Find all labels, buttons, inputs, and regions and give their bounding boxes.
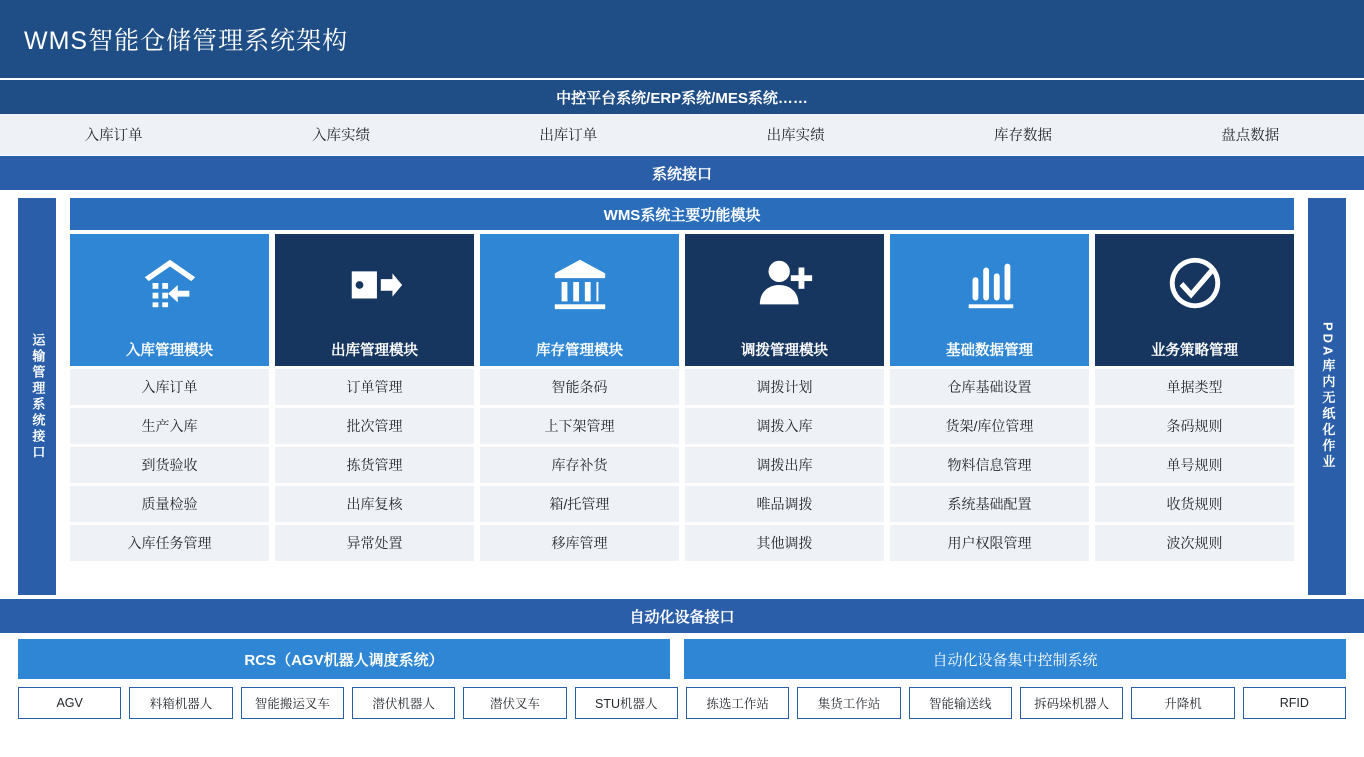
module-transfer-item-0[interactable]: 调拨计划 bbox=[685, 369, 884, 405]
module-basic-data[interactable] bbox=[890, 234, 1089, 595]
page-header bbox=[0, 0, 1364, 78]
architecture-body bbox=[0, 190, 1364, 599]
warehouse-inbound-icon bbox=[70, 234, 269, 332]
data-exchange-row bbox=[0, 114, 1364, 156]
automation-section bbox=[0, 639, 1364, 719]
module-transfer-title: 调拨管理模块 bbox=[685, 332, 884, 366]
module-inventory-item-3[interactable]: 箱/托管理 bbox=[480, 486, 679, 522]
module-transfer-item-2[interactable]: 调拨出库 bbox=[685, 447, 884, 483]
module-inventory[interactable] bbox=[480, 234, 679, 595]
data-cell-inbound-result: 入库实绩 bbox=[311, 128, 370, 144]
module-basic-data-item-4[interactable]: 用户权限管理 bbox=[890, 525, 1089, 561]
module-inventory-item-4[interactable]: 移库管理 bbox=[480, 525, 679, 561]
module-transfer-item-4[interactable]: 其他调拨 bbox=[685, 525, 884, 561]
equipment-chip-pick-station[interactable]: 拣选工作站 bbox=[686, 687, 789, 719]
page-title: WMS智能仓储管理系统架构 bbox=[24, 27, 349, 55]
equipment-chip-smart-forklift[interactable]: 智能搬运叉车 bbox=[241, 687, 344, 719]
equipment-chip-row bbox=[18, 687, 1346, 719]
equipment-chip-palletizing-robot[interactable]: 拆码垛机器人 bbox=[1020, 687, 1123, 719]
module-outbound-item-4[interactable]: 异常处置 bbox=[275, 525, 474, 561]
automation-interface-bar: 自动化设备接口 bbox=[0, 599, 1364, 633]
equipment-chip-consolidation-station[interactable]: 集货工作站 bbox=[797, 687, 900, 719]
module-inventory-item-1[interactable]: 上下架管理 bbox=[480, 408, 679, 444]
data-cell-outbound-order: 出库订单 bbox=[539, 128, 598, 144]
module-inbound-item-2[interactable]: 到货验收 bbox=[70, 447, 269, 483]
module-inbound-item-3[interactable]: 质量检验 bbox=[70, 486, 269, 522]
module-outbound-item-2[interactable]: 拣货管理 bbox=[275, 447, 474, 483]
module-outbound-item-0[interactable]: 订单管理 bbox=[275, 369, 474, 405]
module-transfer-item-3[interactable]: 唯品调拨 bbox=[685, 486, 884, 522]
rcs-system-box[interactable]: RCS（AGV机器人调度系统） bbox=[18, 639, 670, 679]
module-business-strategy-item-0[interactable]: 单据类型 bbox=[1095, 369, 1294, 405]
equipment-chip-bin-robot[interactable]: 料箱机器人 bbox=[129, 687, 232, 719]
equipment-chip-latent-forklift[interactable]: 潜伏叉车 bbox=[463, 687, 566, 719]
user-add-icon bbox=[685, 234, 884, 332]
module-inventory-item-0[interactable]: 智能条码 bbox=[480, 369, 679, 405]
pda-paperless-column: PDA库内无纸化作业 bbox=[1308, 198, 1346, 595]
module-business-strategy[interactable] bbox=[1095, 234, 1294, 595]
module-inventory-item-2[interactable]: 库存补货 bbox=[480, 447, 679, 483]
data-cell-inbound-order: 入库订单 bbox=[84, 128, 143, 144]
module-basic-data-item-2[interactable]: 物料信息管理 bbox=[890, 447, 1089, 483]
module-business-strategy-item-1[interactable]: 条码规则 bbox=[1095, 408, 1294, 444]
control-systems-row bbox=[18, 639, 1346, 679]
modules-grid bbox=[70, 234, 1294, 595]
transport-management-interface-column: 运输管理系统接口 bbox=[18, 198, 56, 595]
module-business-strategy-item-4[interactable]: 波次规则 bbox=[1095, 525, 1294, 561]
module-inbound-title: 入库管理模块 bbox=[70, 332, 269, 366]
system-interface-bar: 系统接口 bbox=[0, 156, 1364, 190]
module-business-strategy-item-2[interactable]: 单号规则 bbox=[1095, 447, 1294, 483]
equipment-chip-agv[interactable]: AGV bbox=[18, 687, 121, 719]
equipment-chip-lift[interactable]: 升降机 bbox=[1131, 687, 1234, 719]
data-cell-stock-data: 库存数据 bbox=[993, 128, 1052, 144]
bank-inventory-icon bbox=[480, 234, 679, 332]
box-outbound-icon bbox=[275, 234, 474, 332]
module-outbound[interactable] bbox=[275, 234, 474, 595]
equipment-chip-smart-conveyor[interactable]: 智能输送线 bbox=[909, 687, 1012, 719]
equipment-chip-stu-robot[interactable]: STU机器人 bbox=[575, 687, 678, 719]
module-basic-data-item-3[interactable]: 系统基础配置 bbox=[890, 486, 1089, 522]
equipment-chip-rfid[interactable]: RFID bbox=[1243, 687, 1346, 719]
module-inbound[interactable] bbox=[70, 234, 269, 595]
module-outbound-item-1[interactable]: 批次管理 bbox=[275, 408, 474, 444]
wms-modules-column bbox=[70, 198, 1294, 595]
module-inbound-item-0[interactable]: 入库订单 bbox=[70, 369, 269, 405]
module-transfer[interactable] bbox=[685, 234, 884, 595]
bar-chart-icon bbox=[890, 234, 1089, 332]
module-basic-data-item-1[interactable]: 货架/库位管理 bbox=[890, 408, 1089, 444]
module-business-strategy-title: 业务策略管理 bbox=[1095, 332, 1294, 366]
data-cell-count-data: 盘点数据 bbox=[1221, 128, 1280, 144]
module-outbound-item-3[interactable]: 出库复核 bbox=[275, 486, 474, 522]
module-basic-data-item-0[interactable]: 仓库基础设置 bbox=[890, 369, 1089, 405]
platform-systems-bar: 中控平台系统/ERP系统/MES系统…… bbox=[0, 78, 1364, 114]
module-inbound-item-4[interactable]: 入库任务管理 bbox=[70, 525, 269, 561]
module-transfer-item-1[interactable]: 调拨入库 bbox=[685, 408, 884, 444]
module-basic-data-title: 基础数据管理 bbox=[890, 332, 1089, 366]
module-inbound-item-1[interactable]: 生产入库 bbox=[70, 408, 269, 444]
equipment-chip-latent-robot[interactable]: 潜伏机器人 bbox=[352, 687, 455, 719]
acs-system-box[interactable]: 自动化设备集中控制系统 bbox=[684, 639, 1346, 679]
check-circle-icon bbox=[1095, 234, 1294, 332]
module-business-strategy-item-3[interactable]: 收货规则 bbox=[1095, 486, 1294, 522]
data-cell-outbound-result: 出库实绩 bbox=[766, 128, 825, 144]
module-outbound-title: 出库管理模块 bbox=[275, 332, 474, 366]
module-inventory-title: 库存管理模块 bbox=[480, 332, 679, 366]
wms-modules-title: WMS系统主要功能模块 bbox=[70, 198, 1294, 230]
